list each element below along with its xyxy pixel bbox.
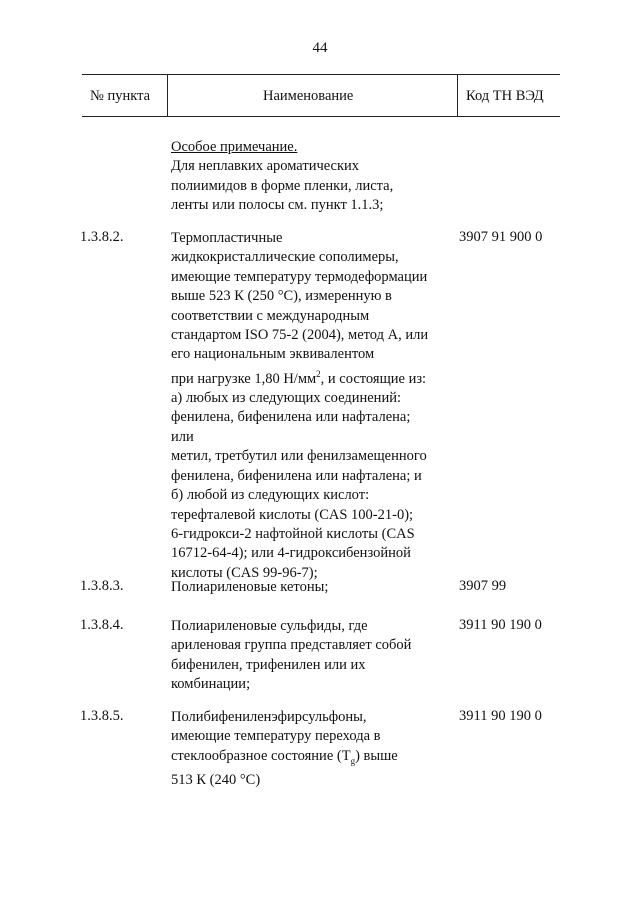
entry-code: 3911 90 190 0 <box>459 708 542 724</box>
note-line: Для неплавких ароматических <box>171 158 360 175</box>
desc-line: а) любых из следующих соединений: <box>171 390 401 407</box>
desc-line: 513 К (240 °С) <box>171 772 261 789</box>
entry-description <box>171 578 456 597</box>
desc-line: имеющие температуру термодеформации <box>171 268 428 285</box>
load-text-post: , и состоящие из: <box>320 370 427 387</box>
glass-text: стеклообразное состояние (T <box>171 747 351 764</box>
entry-number: 1.3.8.2. <box>80 229 124 245</box>
header-separator-2 <box>457 74 458 117</box>
note-title: Особое примечание. <box>171 139 298 155</box>
entry-description <box>171 617 456 695</box>
entry-code: 3907 91 900 0 <box>459 229 543 245</box>
desc-line: комбинации; <box>171 676 251 693</box>
header-code: Код ТН ВЭД <box>466 88 544 104</box>
note-line: полиимидов в форме пленки, листа, <box>171 177 394 194</box>
desc-line: фенилена, бифенилена или нафталена; <box>171 409 411 426</box>
desc-line: Термопластичные <box>171 230 283 246</box>
glass-text-post: ) выше <box>355 747 398 764</box>
desc-line: бифенилен, трифенилен или их <box>171 656 366 673</box>
desc-line-glass <box>171 747 456 771</box>
entry-number: 1.3.8.3. <box>80 578 124 594</box>
desc-line: терефталевой кислоты (CAS 100-21-0); <box>171 506 414 523</box>
entry-description <box>171 229 456 583</box>
desc-line: имеющие температуру перехода в <box>171 728 381 745</box>
desc-line: Полиариленовые кетоны; <box>171 579 329 595</box>
entry-description <box>171 708 456 791</box>
desc-line: 6-гидрокси-2 нафтойной кислоты (CAS <box>171 525 415 542</box>
entry-number: 1.3.8.5. <box>80 708 124 724</box>
desc-line: выше 523 К (250 °С), измеренную в <box>171 288 392 305</box>
glass-subscript: g <box>350 755 356 766</box>
header-name: Наименование <box>263 88 354 104</box>
desc-line: стандартом ISO 75-2 (2004), метод А, или <box>171 327 429 344</box>
desc-line: Полибифениленэфирсульфоны, <box>171 709 367 725</box>
desc-line: фенилена, бифенилена или нафталена; и <box>171 467 422 484</box>
header-item-number: № пункта <box>90 88 151 104</box>
load-superscript: 2 <box>316 368 321 379</box>
note-line: ленты или полосы см. пункт 1.1.3; <box>171 197 384 214</box>
desc-line: Полиариленовые сульфиды, где <box>171 618 368 634</box>
header-top-rule <box>82 74 560 75</box>
header-separator-1 <box>167 74 168 117</box>
desc-line: метил, третбутил или фенилзамещенного <box>171 448 427 465</box>
desc-line: ариленовая группа представляет собой <box>171 637 412 654</box>
desc-line: б) любой из следующих кислот: <box>171 487 370 504</box>
header-bottom-rule <box>82 116 560 117</box>
desc-line: или <box>171 428 194 445</box>
desc-line: его национальным эквивалентом <box>171 346 375 363</box>
desc-line: кислоты (CAS 99-96-7); <box>171 564 318 581</box>
desc-line: 16712-64-4); или 4-гидроксибензойной <box>171 545 411 562</box>
page-number: 44 <box>312 40 328 56</box>
desc-line: соответствии с международным <box>171 307 370 324</box>
load-text: при нагрузке 1,80 Н/мм <box>171 370 317 387</box>
desc-line: жидкокристаллические сополимеры, <box>171 249 399 266</box>
desc-line-load <box>171 365 456 389</box>
entry-code: 3911 90 190 0 <box>459 617 542 633</box>
entry-number: 1.3.8.4. <box>80 617 124 633</box>
entry-code: 3907 99 <box>459 578 507 594</box>
